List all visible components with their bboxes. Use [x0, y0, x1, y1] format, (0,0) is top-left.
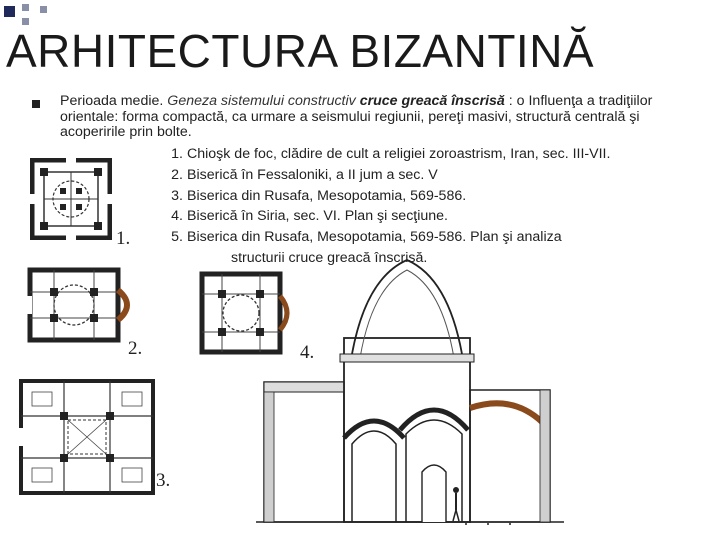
list-item: 2. Biserică în Fessaloniki, a II jum a sec. V — [171, 166, 438, 183]
corner-square-small — [22, 4, 29, 11]
corner-square-small — [40, 6, 47, 13]
figure-label-2: 2. — [128, 338, 143, 359]
figure-label-4: 4. — [300, 342, 315, 363]
section-figure — [256, 258, 564, 526]
list-item: 1. Chioşk de foc, clădire de cult a religiei zoroastrism, Iran, sec. III-VII. — [171, 146, 611, 162]
intro-lead: Perioada medie. — [60, 93, 164, 109]
corner-square-small — [22, 18, 29, 25]
bullet-marker — [32, 100, 40, 108]
intro-emph-1: Geneza sistemului constructiv — [167, 93, 356, 109]
list-item-continuation: structurii cruce greacă înscrisă. — [231, 249, 428, 266]
intro-rest-2: tradiţiilor orientale: forma compactă, ca urmare a seismului regiunii, pereţi masivi, structură centrală şi acoperirile prin bolte. — [60, 93, 653, 140]
plan-figure-2 — [26, 266, 136, 344]
list-item: 5. Biserica din Rusafa, Mesopotamia, 569-586. Plan şi analiza — [171, 229, 562, 246]
intro-rest-1: : o Influenţa a — [504, 93, 595, 109]
corner-square-large — [4, 6, 15, 17]
list-item: 3. Biserica din Rusafa, Mesopotamia, 569-586. — [171, 187, 467, 204]
figure-list — [155, 144, 610, 269]
intro-emph-2: cruce greacă înscrisă — [359, 93, 505, 109]
plan-figure-3 — [18, 378, 156, 496]
list-item: 4. Biserică în Siria, sec. VI. Plan şi secţiune. — [171, 208, 449, 225]
intro-paragraph — [60, 94, 700, 141]
figure-label-3: 3. — [156, 470, 171, 491]
figure-label-1: 1. — [116, 228, 131, 249]
plan-figure-1 — [30, 158, 112, 240]
page-title: ARHITECTURA BIZANTINĂ — [6, 25, 595, 77]
